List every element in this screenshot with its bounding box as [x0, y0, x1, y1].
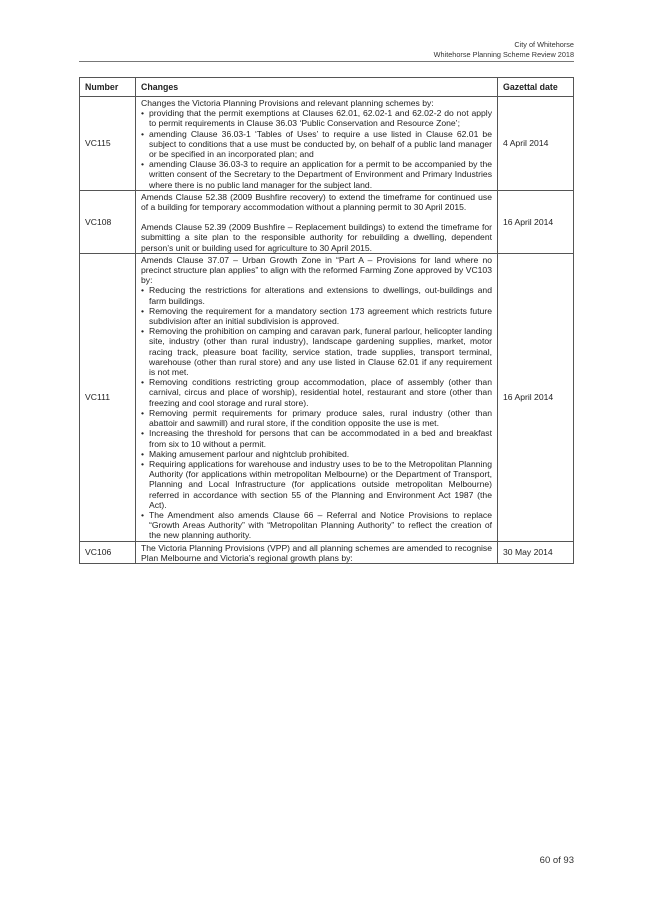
- column-header-gazettal-date: Gazettal date: [498, 78, 574, 97]
- amendments-table: [79, 77, 574, 564]
- header-org: City of Whitehorse: [514, 40, 574, 49]
- list-item: • Making amusement parlour and nightclub prohibited.: [141, 449, 492, 459]
- row-gazettal-date: 30 May 2014: [498, 541, 574, 563]
- row-changes: [136, 190, 498, 253]
- page-number: 60 of 93: [539, 855, 574, 866]
- row-number: VC108: [80, 190, 136, 253]
- row-gazettal-date: 16 April 2014: [498, 190, 574, 253]
- header-rule: [79, 61, 574, 62]
- list-item: • Removing permit requirements for primary produce sales, rural industry (other than abattoir and sawmill) and rural store, if the condition opposite the use is met.: [141, 408, 492, 428]
- table-row: [80, 190, 574, 253]
- list-item: • Requiring applications for warehouse and industry uses to be to the Metropolitan Planning Authority (for applications within metropolitan Melbourne) or the Department of Transport, Planning and Local Infrastructure (for applications outside metropolitan Melbourne) referred in accordance with section 55 of the Planning and Environment Act 1987 (the Act).: [141, 459, 492, 510]
- row-changes: [136, 97, 498, 191]
- list-item: • amending Clause 36.03-1 ‘Tables of Uses’ to require a use listed in Clause 62.01 be subject to conditions that a use must be conducted by, on behalf of a public land manager or be specified in an incorporated plan; and: [141, 129, 492, 160]
- list-item: • providing that the permit exemptions at Clauses 62.01, 62.02-1 and 62.02-2 do not apply to permit requirements in Clause 36.03 ‘Public Conservation and Resource Zone’;: [141, 108, 492, 128]
- list-item: • Reducing the restrictions for alterations and extensions to dwellings, out-buildings and farm buildings.: [141, 285, 492, 305]
- changes-list: [141, 285, 492, 540]
- row-gazettal-date: 16 April 2014: [498, 253, 574, 541]
- table-row: [80, 97, 574, 191]
- row-number: VC111: [80, 253, 136, 541]
- changes-paragraph: Amends Clause 52.38 (2009 Bushfire recovery) to extend the timeframe for continued use of a building for temporary accommodation without a planning permit to 30 April 2015.: [141, 191, 492, 213]
- table-row: [80, 541, 574, 563]
- row-changes: [136, 253, 498, 541]
- list-item: • The Amendment also amends Clause 66 – Referral and Notice Provisions to replace “Growth Areas Authority” with “Metropolitan Planning Authority” to reflect the creation of the new planning authority.: [141, 510, 492, 541]
- table-header-row: [80, 78, 574, 97]
- list-item: • Removing conditions restricting group accommodation, place of assembly (other than carnival, circus and place of worship), residential hotel, restaurant and store (other than freezing and cool storage and rural store).: [141, 377, 492, 408]
- page-header: [434, 40, 574, 59]
- changes-intro: Amends Clause 37.07 – Urban Growth Zone in “Part A – Provisions for land where no precinct structure plan applies” to align with the reformed Farming Zone approved by VC103 by:: [141, 254, 492, 286]
- list-item: • Removing the requirement for a mandatory section 173 agreement which restricts future subdivision after an initial subdivision is approved.: [141, 306, 492, 326]
- list-item: • Removing the prohibition on camping and caravan park, funeral parlour, helicopter landing site, industry (other than rural industry), landscape gardening supplies, market, motor racing track, pleasure boat facility, service station, trade supplies, transport terminal, warehouse (other than rural store) and any use listed in Clause 62.01 if any requirement is not met.: [141, 326, 492, 377]
- row-number: VC106: [80, 541, 136, 563]
- changes-list: [141, 108, 492, 190]
- row-number: VC115: [80, 97, 136, 191]
- table-row: [80, 253, 574, 541]
- list-item: • amending Clause 36.03-3 to require an application for a permit to be accompanied by the written consent of the Secretary to the Department of Environment and Primary Industries where there is no public land manager for the subject land.: [141, 159, 492, 190]
- changes-intro: The Victoria Planning Provisions (VPP) and all planning schemes are amended to recognise Plan Melbourne and Victoria’s regional growth plans by:: [141, 542, 492, 563]
- changes-paragraph: Amends Clause 52.39 (2009 Bushfire – Replacement buildings) to extend the timeframe for submitting a site plan to the responsible authority for rebuilding a dwelling, dependent person’s unit or building used for agriculture to 30 April 2015.: [141, 222, 492, 253]
- column-header-changes: Changes: [136, 78, 498, 97]
- list-item: • Increasing the threshold for persons that can be accommodated in a bed and breakfast from six to 10 without a permit.: [141, 428, 492, 448]
- row-changes: [136, 541, 498, 563]
- column-header-number: Number: [80, 78, 136, 97]
- row-gazettal-date: 4 April 2014: [498, 97, 574, 191]
- changes-intro: Changes the Victoria Planning Provisions and relevant planning schemes by:: [141, 98, 434, 108]
- header-doc-title: Whitehorse Planning Scheme Review 2018: [433, 49, 574, 59]
